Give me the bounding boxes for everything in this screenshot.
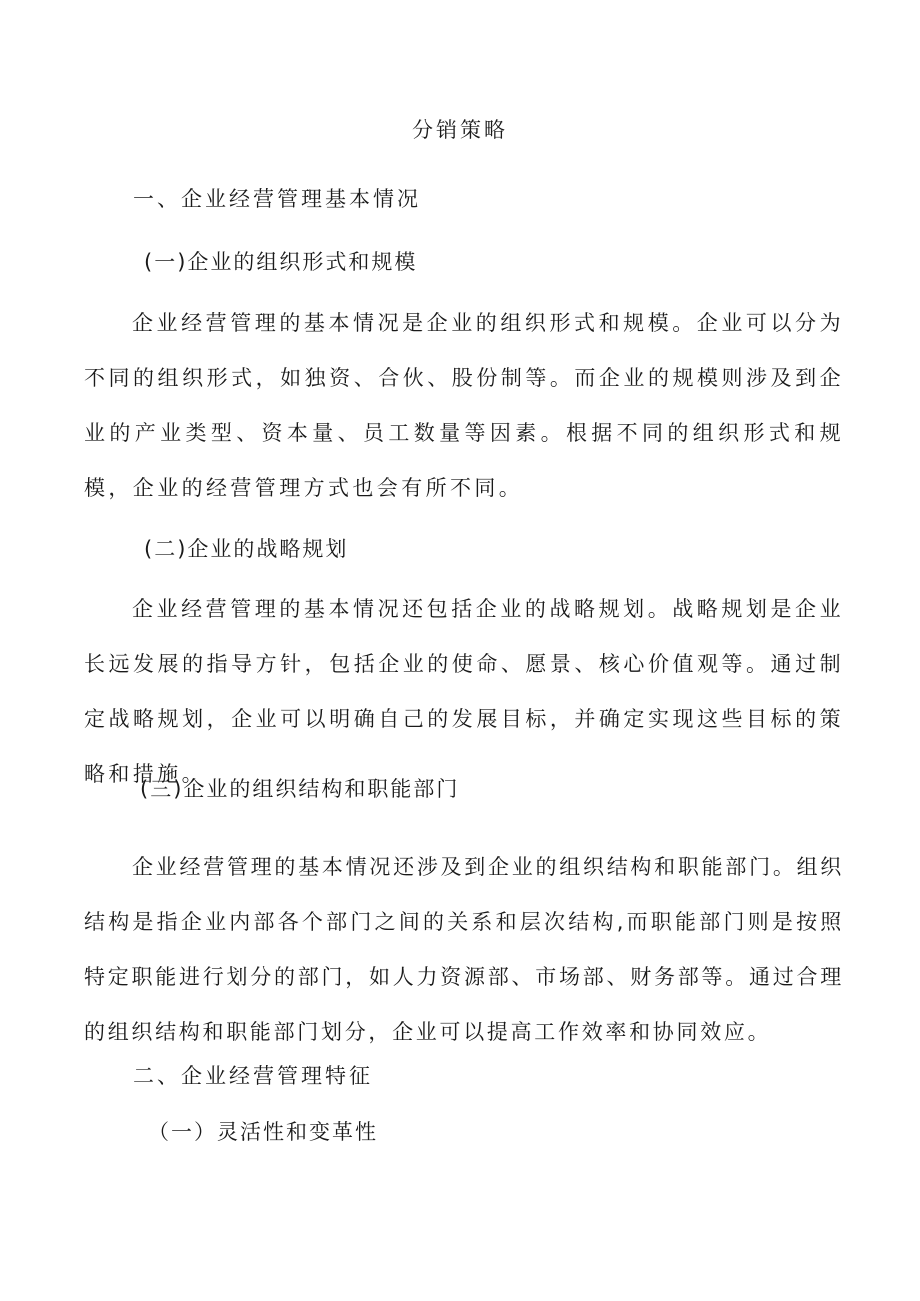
document-title: 分销策略	[412, 118, 508, 142]
subsection-heading-1-2: (二)企业的战略规划	[144, 537, 349, 561]
paragraph-1-2: 企业经营管理的基本情况还包括企业的战略规划。战略规划是企业长远发展的指导方针，包括企业的使命、愿景、核心价值观等。通过制定战略规划，企业可以明确自己的发展目标，并确定实现这些目标的策略和措施。	[84, 597, 844, 786]
paragraph-1-3: 企业经营管理的基本情况还涉及到企业的组织结构和职能部门。组织结构是指企业内部各个部门之间的关系和层次结构,而职能部门则是按照特定职能进行划分的部门，如人力资源部、市场部、财务部等。通过合理的组织结构和职能部门划分，企业可以提高工作效率和协同效应。	[84, 855, 844, 1044]
section-heading-2: 二、企业经营管理特征	[133, 1064, 373, 1088]
subsection-heading-1-1: (一)企业的组织形式和规模	[144, 250, 418, 274]
subsection-heading-2-1: （一）灵活性和变革性	[148, 1120, 378, 1144]
section-heading-1: 一、企业经营管理基本情况	[133, 187, 421, 211]
paragraph-1-1: 企业经营管理的基本情况是企业的组织形式和规模。企业可以分为不同的组织形式，如独资、合伙、股份制等。而企业的规模则涉及到企业的产业类型、资本量、员工数量等因素。根据不同的组织形式和规模，企业的经营管理方式也会有所不同。	[84, 311, 844, 500]
subsection-heading-1-3: (三)企业的组织结构和职能部门	[140, 777, 460, 801]
